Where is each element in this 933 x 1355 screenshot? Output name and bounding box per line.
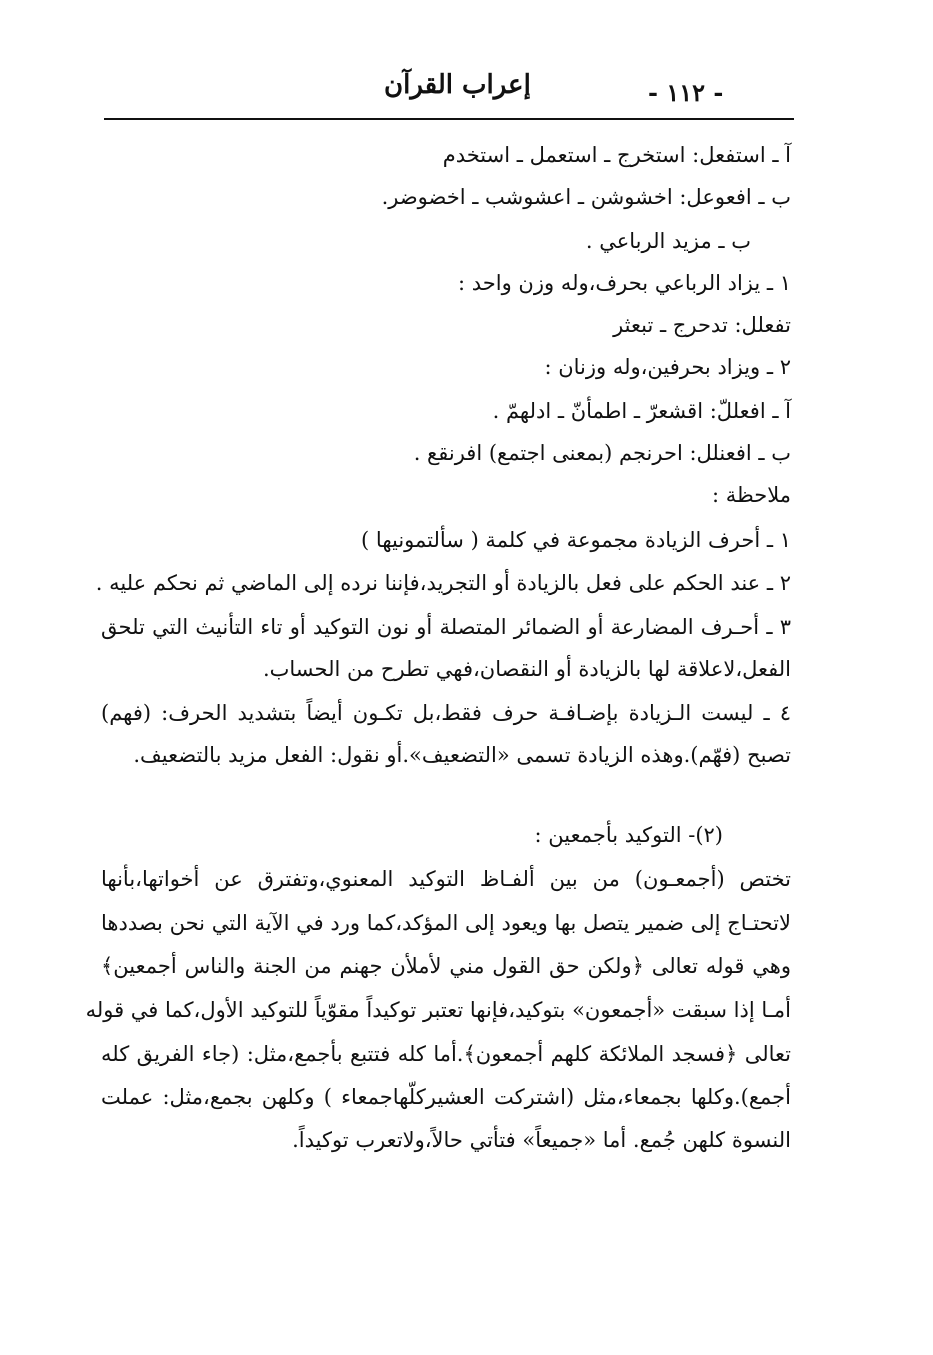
text-line: وهي قوله تعالى ﴿ولكن حق القول مني لأملأن جهنم من الجنة والناس أجمعين﴾: [101, 954, 791, 978]
text-line: تختص (أجمعـون) من بين ألفـاظ التوكيد المعنوي،وتفترق عن أخواتها،بأنها: [101, 867, 791, 891]
text-line: ٤ ـ ليست الـزيادة بإضـافـة حرف فقط،بل تكـون أيضاً بتشديد الحرف: (فهم): [101, 701, 791, 725]
text-line: ١ ـ يزاد الرباعي بحرف،وله وزن واحد :: [458, 271, 791, 295]
header-rule: [104, 118, 794, 120]
text-line: الفعل،لاعلاقة لها بالزيادة أو النقصان،فهي تطرح من الحساب.: [262, 657, 791, 681]
text-line: النسوة كلهن جُمع. أما «جميعاً» فتأتي حالاً،ولاتعرب توكيداً.: [292, 1128, 791, 1152]
text-line: آ ـ استفعل: استخرج ـ استعمل ـ استخدم: [442, 143, 791, 167]
page-header: [0, 0, 933, 125]
text-line: ٢ ـ ويزاد بحرفين،وله وزنان :: [544, 355, 791, 379]
text-line: أجمع).وكلها بجمعاء،مثل (اشتركت العشيركلّهاجمعاء ) وكلهن بجمع،مثل: عملت: [101, 1085, 791, 1109]
text-line: ب ـ مزيد الرباعي .: [585, 229, 751, 253]
text-line: ب ـ افعوعل: اخشوشن ـ اعشوشب ـ اخضوضر.: [381, 185, 791, 209]
text-line: ١ ـ أحرف الزيادة مجموعة في كلمة ( سألتمونيها ): [361, 528, 791, 552]
text-line: ٢ ـ عند الحكم على فعل بالزيادة أو التجريد،فإننا نرده إلى الماضي ثم نحكم عليه .: [95, 571, 791, 595]
text-line: ب ـ افعنلل: احرنجم (بمعنى اجتمع) افرنقع .: [413, 441, 791, 465]
text-line: تصبح (فهّم).وهذه الزيادة تسمى «التضعيف».أو نقول: الفعل مزيد بالتضعيف.: [133, 743, 791, 767]
text-line: تعالى ﴿فسجد الملائكة كلهم أجمعون﴾.أما كله فتتبع بأجمع،مثل: (جاء الفريق كله: [101, 1042, 791, 1066]
text-line: ٣ ـ أحـرف المضارعة أو الضمائر المتصلة أو نون التوكيد أو تاء التأنيث التي تلحق: [101, 615, 791, 639]
section-heading: (٢)- التوكيد بأجمعين :: [534, 823, 723, 847]
page-number: - ١١٢ -: [648, 78, 724, 107]
text-line: لاتحتـاج إلى ضمير يتصل بها ويعود إلى المؤكد،كما ورد في الآية التي نحن بصددها: [101, 911, 791, 935]
text-line: أمـا إذا سبقت «أجمعون» بتوكيد،فإنها تعتبر توكيداً مقوّياً للتوكيد الأول،كما في قوله: [85, 998, 791, 1022]
text-line: ملاحظة :: [712, 483, 791, 507]
text-line: تفعلل: تدحرج ـ تبعثر: [613, 313, 791, 337]
text-line: آ ـ افعللّ: اقشعرّ ـ اطمأنّ ـ ادلهمّ .: [492, 399, 791, 423]
running-title: إعراب القرآن: [384, 70, 531, 100]
